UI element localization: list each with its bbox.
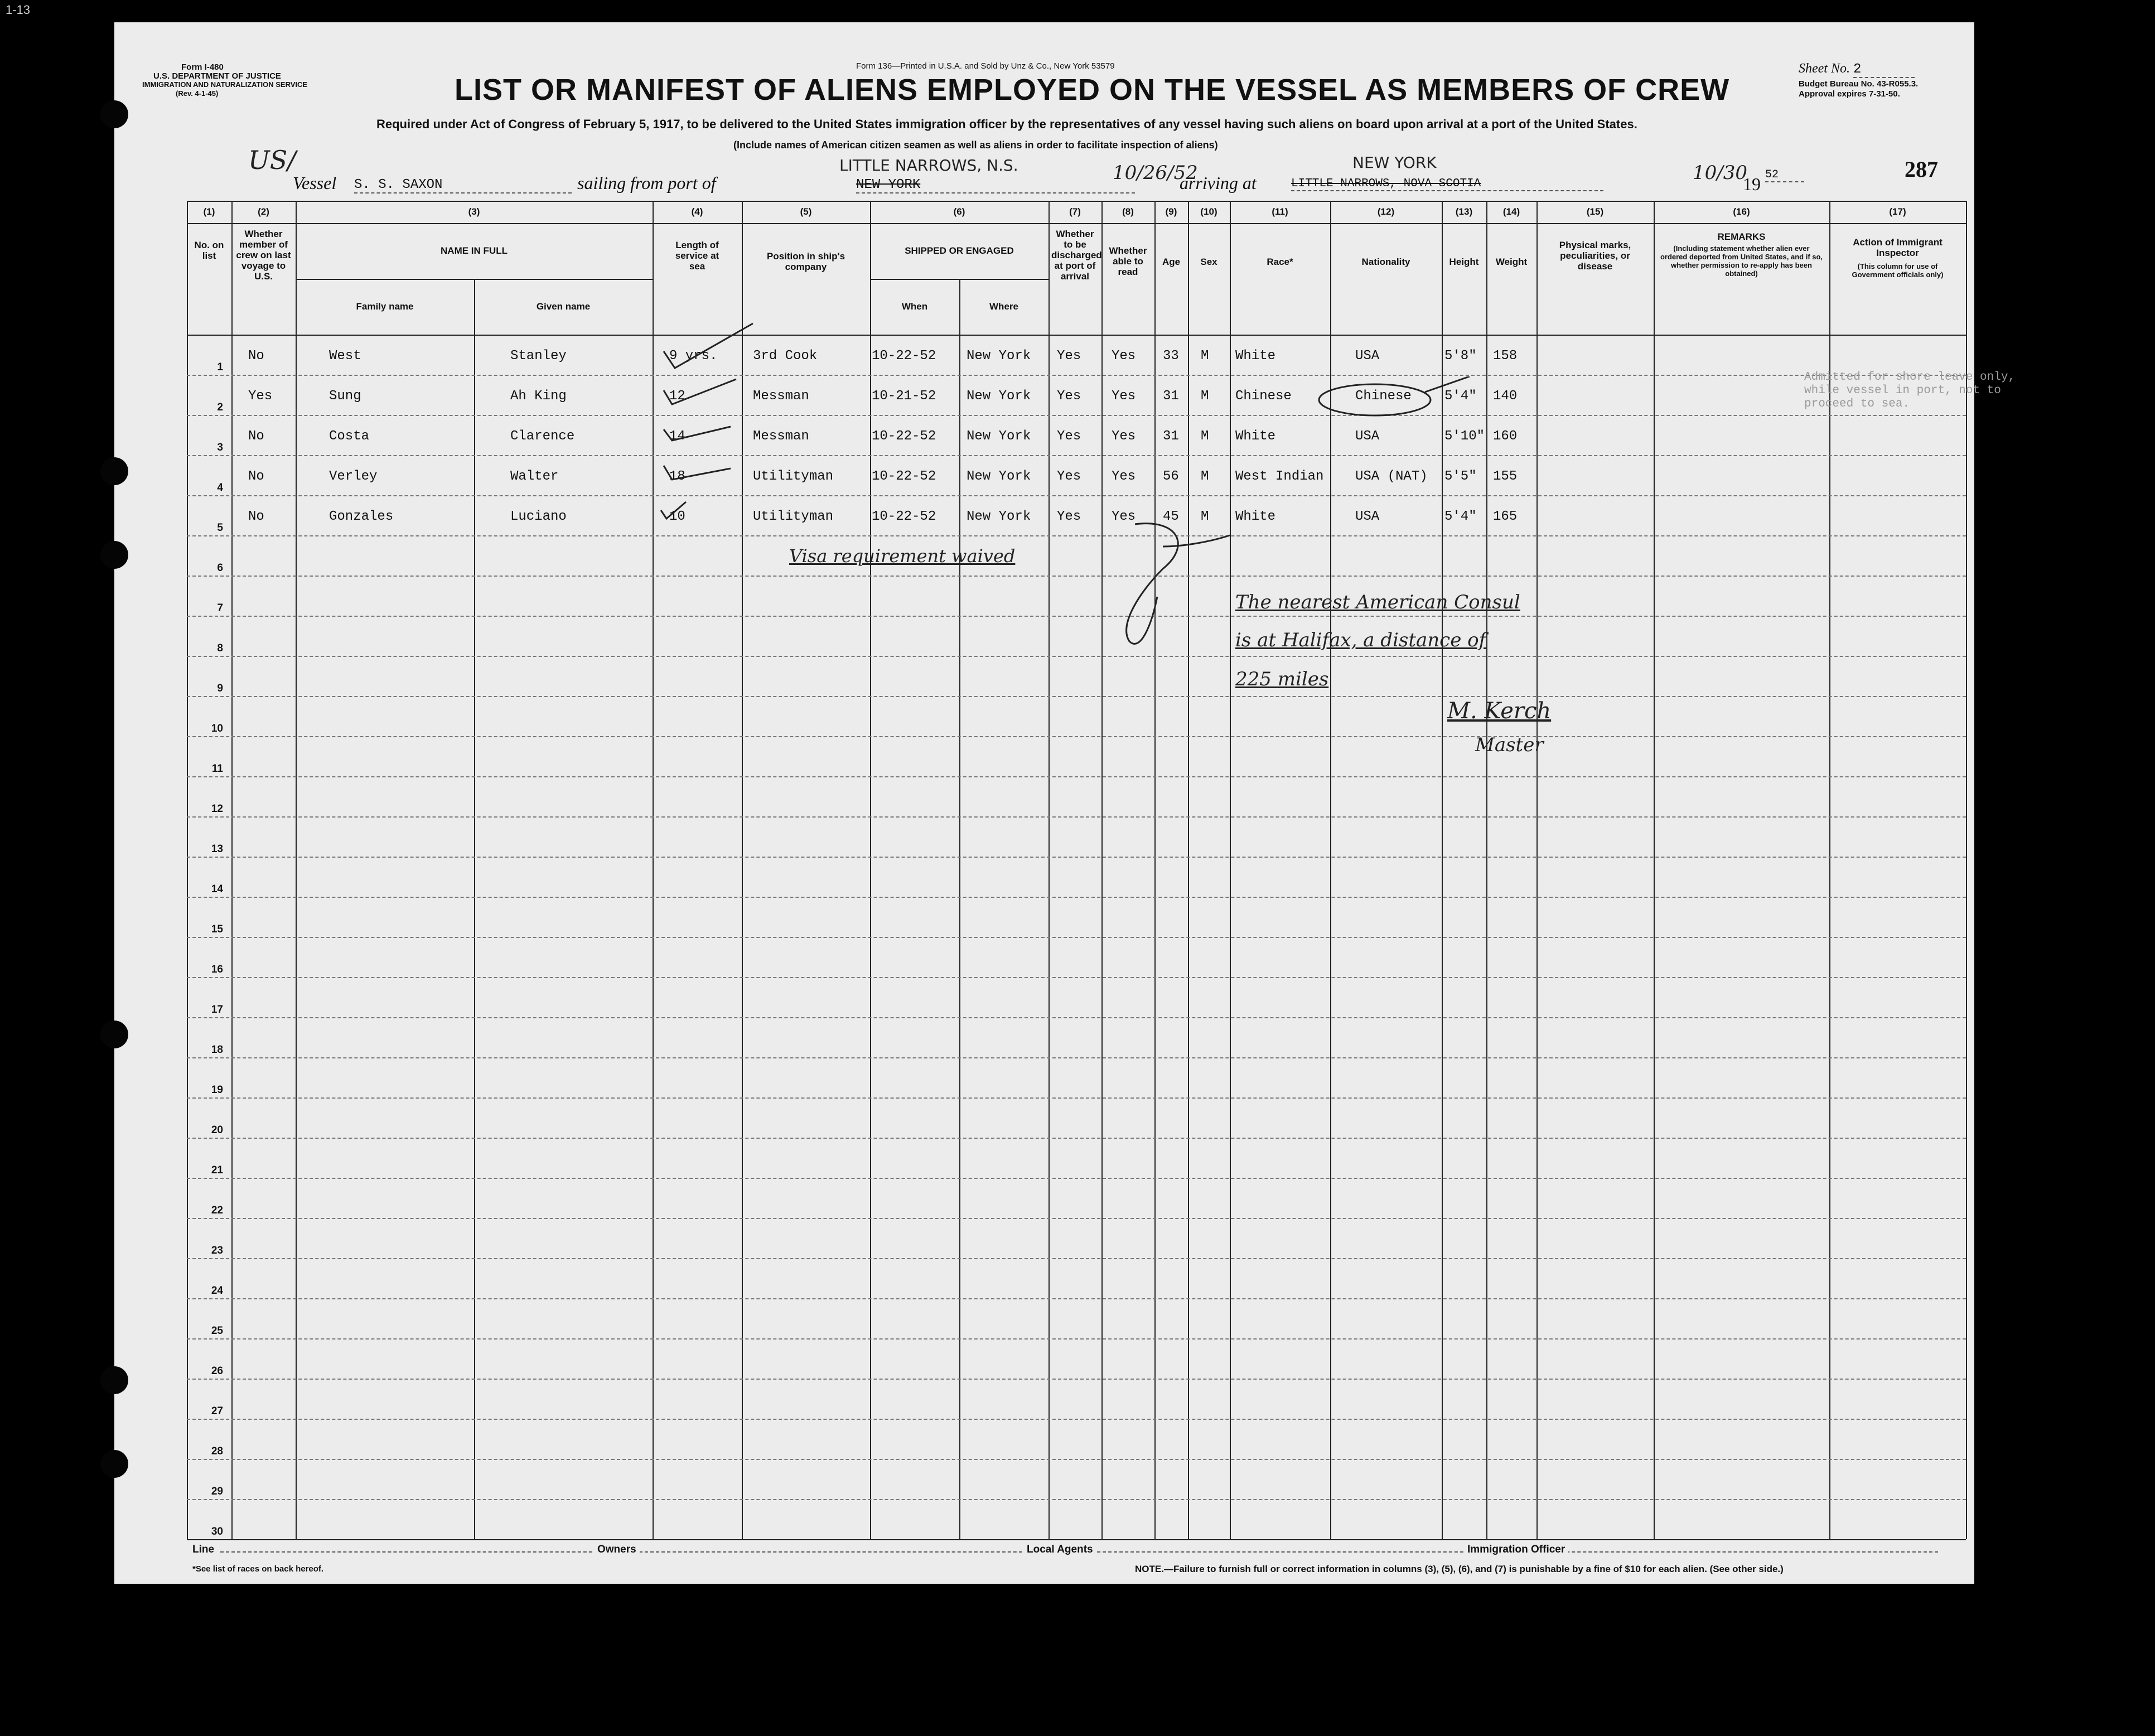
cell-height: 5'4": [1444, 389, 1477, 404]
row-number: 13: [211, 843, 223, 855]
sailing-port-struck: NEW YORK: [856, 177, 1135, 194]
col-num-15: (15): [1586, 206, 1604, 217]
col-head-length-of-service: Length of service at sea: [675, 240, 719, 272]
arriving-label: arriving at: [1180, 173, 1257, 193]
cell-read: Yes: [1112, 429, 1136, 444]
col-num-12: (12): [1377, 206, 1395, 217]
subtitle: Required under Act of Congress of February 5, 1917, to be delivered to the United States immigration officer by the representatives of any vessel having such aliens on board upon arrival at a port of the United States.: [376, 117, 1637, 131]
vessel-name: S. S. SAXON: [354, 177, 572, 194]
cell-last-voyage: Yes: [248, 389, 273, 404]
cell-when: 10-22-52: [872, 509, 936, 524]
cell-read: Yes: [1112, 389, 1136, 404]
row-number: 9: [217, 683, 223, 694]
arriving-port-written: NEW YORK: [1352, 153, 1437, 172]
col-num-7: (7): [1069, 206, 1081, 217]
page-number: 287: [1905, 157, 1938, 182]
row-rule: [187, 1218, 1966, 1219]
footer-immigration-officer: Immigration Officer: [1464, 1544, 1568, 1556]
shore-leave-stamp: Admitted for shore leave only, while vessel in port, not to proceed to sea.: [1804, 371, 2016, 410]
binder-hole: [100, 457, 128, 485]
cell-given: Stanley: [510, 349, 567, 364]
row-rule: [187, 857, 1966, 858]
cell-service: 10: [669, 509, 685, 524]
cell-position: Utilityman: [753, 509, 834, 524]
row-rule: [187, 897, 1966, 898]
col-head-no-on-list: No. on list: [194, 240, 224, 261]
row-rule: [187, 1258, 1966, 1259]
row-rule: [187, 977, 1966, 978]
cell-last-voyage: No: [248, 509, 264, 524]
cell-last-voyage: No: [248, 349, 264, 364]
cell-race: Chinese: [1235, 389, 1292, 404]
cell-where: New York: [967, 429, 1031, 444]
cell-age: 56: [1163, 469, 1179, 484]
row-number: 16: [211, 964, 223, 975]
col-head-remarks-detail: (Including statement whether alien ever ordered deported from United States, and if so, whether permission to re-apply has been obtained): [1660, 244, 1823, 278]
col-head-race: Race*: [1267, 257, 1293, 267]
col-num-16: (16): [1733, 206, 1750, 217]
sheet-number: 2: [1853, 62, 1915, 78]
col-head-sex: Sex: [1200, 257, 1217, 267]
cell-when: 10-22-52: [872, 469, 936, 484]
arriving-port-struck: LITTLE NARROWS, NOVA SCOTIA: [1291, 177, 1603, 191]
cell-age: 45: [1163, 509, 1179, 524]
row-rule: [187, 576, 1966, 577]
cell-sex: M: [1201, 509, 1209, 524]
cell-family: West: [329, 349, 361, 364]
cell-given: Clarence: [510, 429, 575, 444]
cell-nationality: USA: [1355, 429, 1380, 444]
cell-given: Walter: [510, 469, 559, 484]
binder-hole: [100, 1450, 128, 1478]
cell-height: 5'5": [1444, 469, 1477, 484]
col-num-6: (6): [953, 206, 965, 217]
col-head-given-name: Given name: [536, 301, 591, 312]
col-head-remarks: REMARKS: [1717, 231, 1766, 242]
row-rule: [187, 455, 1966, 456]
cell-weight: 160: [1493, 429, 1518, 444]
sheet-label-text: Sheet No.: [1799, 61, 1850, 76]
department: U.S. DEPARTMENT OF JUSTICE: [153, 71, 281, 81]
corner-mark: 1-13: [6, 3, 31, 17]
row-number: 11: [211, 763, 223, 775]
col-num-9: (9): [1165, 206, 1177, 217]
col-num-3: (3): [468, 206, 480, 217]
col-head-family-name: Family name: [356, 301, 414, 312]
cell-race: White: [1235, 429, 1276, 444]
cell-nationality: USA: [1355, 349, 1380, 364]
year: 52: [1765, 168, 1804, 182]
cell-height: 5'8": [1444, 349, 1477, 364]
row-number: 15: [211, 923, 223, 935]
col-num-1: (1): [203, 206, 215, 217]
col-num-17: (17): [1889, 206, 1906, 217]
row-rule: [187, 375, 1966, 376]
row-rule: [187, 1419, 1966, 1420]
col-num-8: (8): [1122, 206, 1134, 217]
row-number: 1: [217, 361, 223, 373]
cell-race: West Indian: [1235, 469, 1324, 484]
row-rule: [187, 1379, 1966, 1380]
row-rule: [187, 616, 1966, 617]
cell-where: New York: [967, 349, 1031, 364]
form-number: Form I-480: [181, 62, 224, 72]
approval-expiry: Approval expires 7-31-50.: [1799, 89, 1900, 99]
cell-weight: 140: [1493, 389, 1518, 404]
sailing-port-written: LITTLE NARROWS, N.S.: [839, 156, 1018, 175]
row-number: 28: [211, 1445, 223, 1457]
cell-family: Costa: [329, 429, 370, 444]
footer-line-label: Line: [192, 1544, 215, 1555]
row-rule: [187, 1298, 1966, 1299]
col-head-position: Position in ship's company: [766, 251, 845, 272]
row-number: 21: [211, 1164, 223, 1176]
cell-when: 10-22-52: [872, 429, 936, 444]
row-number: 4: [217, 482, 223, 494]
col-num-2: (2): [258, 206, 269, 217]
col-head-physical-marks: Physical marks, peculiarities, or disease: [1559, 240, 1631, 272]
cell-discharged: Yes: [1057, 429, 1081, 444]
service-check-marks: [653, 318, 764, 530]
cell-discharged: Yes: [1057, 469, 1081, 484]
us-mark: US/: [248, 145, 296, 175]
row-rule: [187, 1138, 1966, 1139]
footer-local-agents: Local Agents: [1023, 1544, 1096, 1556]
col-head-inspector-action: Action of Immigrant Inspector: [1853, 237, 1943, 258]
row-rule: [187, 696, 1966, 697]
cell-age: 31: [1163, 389, 1179, 404]
row-number: 18: [211, 1044, 223, 1056]
binder-hole: [100, 100, 128, 128]
cell-position: Messman: [753, 429, 809, 444]
col-num-13: (13): [1455, 206, 1473, 217]
row-number: 26: [211, 1365, 223, 1377]
row-number: 23: [211, 1245, 223, 1256]
cell-nationality: USA (NAT): [1355, 469, 1428, 484]
cell-weight: 165: [1493, 509, 1518, 524]
binder-hole: [100, 541, 128, 569]
row-number: 20: [211, 1124, 223, 1136]
col-head-nationality: Nationality: [1361, 257, 1410, 267]
row-number: 8: [217, 642, 223, 654]
printer-line: Form 136—Printed in U.S.A. and Sold by Unz & Co., New York 53579: [856, 61, 1115, 71]
col-head-weight: Weight: [1495, 257, 1528, 267]
col-num-11: (11): [1272, 206, 1288, 217]
row-rule: [187, 1097, 1966, 1099]
consul-note-line-1: The nearest American Consul: [1235, 591, 1520, 613]
cell-read: Yes: [1112, 469, 1136, 484]
row-number: 25: [211, 1325, 223, 1337]
row-number: 7: [217, 602, 223, 614]
cell-service: 12: [669, 389, 685, 404]
cell-discharged: Yes: [1057, 509, 1081, 524]
cell-family: Gonzales: [329, 509, 394, 524]
col-num-5: (5): [800, 206, 812, 217]
master-title: Master: [1475, 734, 1544, 756]
row-rule: [187, 1499, 1966, 1500]
binder-hole: [100, 1366, 128, 1394]
consul-note-line-3: 225 miles: [1235, 668, 1329, 690]
col-head-when: When: [901, 301, 928, 312]
col-head-inspector-detail: (This column for use of Government officials only): [1852, 262, 1944, 279]
row-rule: [187, 736, 1966, 737]
row-number: 12: [211, 803, 223, 815]
footer-races-note: *See list of races on back hereof.: [192, 1564, 324, 1574]
col-head-able-to-read: Whether able to read: [1109, 245, 1147, 277]
col-num-14: (14): [1502, 206, 1520, 217]
cell-position: Utilityman: [753, 469, 834, 484]
col-head-height: Height: [1449, 257, 1479, 267]
row-rule: [187, 1057, 1966, 1058]
cell-age: 31: [1163, 429, 1179, 444]
master-signature: M. Kerch: [1447, 698, 1552, 724]
cell-given: Luciano: [510, 509, 567, 524]
row-number: 29: [211, 1486, 223, 1497]
cell-service: 14: [669, 429, 685, 444]
page-title: LIST OR MANIFEST OF ALIENS EMPLOYED ON THE VESSEL AS MEMBERS OF CREW: [455, 73, 1730, 107]
row-rule: [187, 1338, 1966, 1340]
cell-service: 18: [669, 469, 685, 484]
sailing-date: 10/26/52: [1113, 162, 1198, 184]
row-number: 14: [211, 883, 223, 895]
row-number: 19: [211, 1084, 223, 1096]
row-rule: [187, 1178, 1966, 1179]
cell-height: 5'10": [1444, 429, 1485, 444]
col-num-10: (10): [1200, 206, 1217, 217]
footer-owners: Owners: [594, 1544, 640, 1556]
cell-last-voyage: No: [248, 429, 264, 444]
cell-sex: M: [1201, 429, 1209, 444]
cell-sex: M: [1201, 389, 1209, 404]
visa-note: Visa requirement waived: [789, 545, 1016, 567]
col-head-where: Where: [989, 301, 1018, 312]
cell-nationality: USA: [1355, 509, 1380, 524]
cell-service: 9 yrs.: [669, 349, 718, 364]
cell-age: 33: [1163, 349, 1179, 364]
cell-discharged: Yes: [1057, 389, 1081, 404]
vessel-label: Vessel: [293, 173, 337, 193]
row-rule: [187, 656, 1966, 657]
cell-when: 10-21-52: [872, 389, 936, 404]
cell-height: 5'4": [1444, 509, 1477, 524]
sailing-label: sailing from port of: [577, 173, 716, 193]
footer-penalty-note: NOTE.—Failure to furnish full or correct information in columns (3), (5), (6), and (7) is punishable by a fine of $10 for each alien. (See other side.): [1135, 1564, 1784, 1574]
cell-position: Messman: [753, 389, 809, 404]
row-rule: [187, 816, 1966, 818]
row-rule: [187, 937, 1966, 938]
cell-nationality: Chinese: [1355, 389, 1412, 404]
cell-race: White: [1235, 349, 1276, 364]
col-num-4: (4): [691, 206, 703, 217]
binder-hole: [100, 1021, 128, 1048]
row-number: 3: [217, 442, 223, 453]
crew-table: [187, 201, 2016, 1539]
arrival-date: 10/30: [1693, 162, 1747, 184]
year-prefix: 19: [1743, 174, 1761, 194]
row-rule: [187, 495, 1966, 496]
row-number: 27: [211, 1405, 223, 1417]
sheet-label: [1799, 61, 1915, 78]
cell-family: Verley: [329, 469, 378, 484]
cell-family: Sung: [329, 389, 361, 404]
row-rule: [187, 776, 1966, 777]
col-head-last-voyage: Whether member of crew on last voyage to U.S.: [236, 229, 291, 282]
col-head-age: Age: [1162, 257, 1181, 267]
col-head-discharged: Whether to be discharged at port of arrival: [1051, 229, 1102, 282]
row-number: 24: [211, 1285, 223, 1297]
row-number: 2: [217, 402, 223, 413]
row-rule: [187, 1459, 1966, 1460]
col-head-shipped-or-engaged: SHIPPED OR ENGAGED: [905, 245, 1014, 256]
cell-read: Yes: [1112, 349, 1136, 364]
row-number: 17: [211, 1004, 223, 1016]
cell-given: Ah King: [510, 389, 567, 404]
cell-where: New York: [967, 509, 1031, 524]
cell-when: 10-22-52: [872, 349, 936, 364]
budget-bureau: Budget Bureau No. 43-R055.3.: [1799, 79, 1919, 89]
cell-where: New York: [967, 469, 1031, 484]
cell-race: White: [1235, 509, 1276, 524]
include-note: (Include names of American citizen seamen as well as aliens in order to facilitate inspection of aliens): [733, 139, 1218, 151]
revision: (Rev. 4-1-45): [176, 89, 219, 98]
inspector-initials: [1101, 513, 1246, 658]
cell-read: Yes: [1112, 509, 1136, 524]
col-head-name-in-full: NAME IN FULL: [441, 245, 508, 256]
cell-where: New York: [967, 389, 1031, 404]
cell-sex: M: [1201, 469, 1209, 484]
cell-discharged: Yes: [1057, 349, 1081, 364]
row-number: 30: [211, 1526, 223, 1537]
row-number: 5: [217, 522, 223, 534]
row-number: 6: [217, 562, 223, 574]
manifest-page: [6, 3, 2016, 1584]
cell-weight: 158: [1493, 349, 1518, 364]
service: IMMIGRATION AND NATURALIZATION SERVICE: [142, 80, 308, 89]
row-number: 22: [211, 1205, 223, 1216]
cell-position: 3rd Cook: [753, 349, 818, 364]
consul-note-line-2: is at Halifax, a distance of: [1235, 629, 1486, 651]
cell-weight: 155: [1493, 469, 1518, 484]
row-rule: [187, 1017, 1966, 1018]
nationality-circle-mark: [1308, 376, 1475, 421]
cell-sex: M: [1201, 349, 1209, 364]
row-rule: [187, 535, 1966, 536]
row-rule: [187, 415, 1966, 416]
row-number: 10: [211, 723, 223, 734]
cell-last-voyage: No: [248, 469, 264, 484]
